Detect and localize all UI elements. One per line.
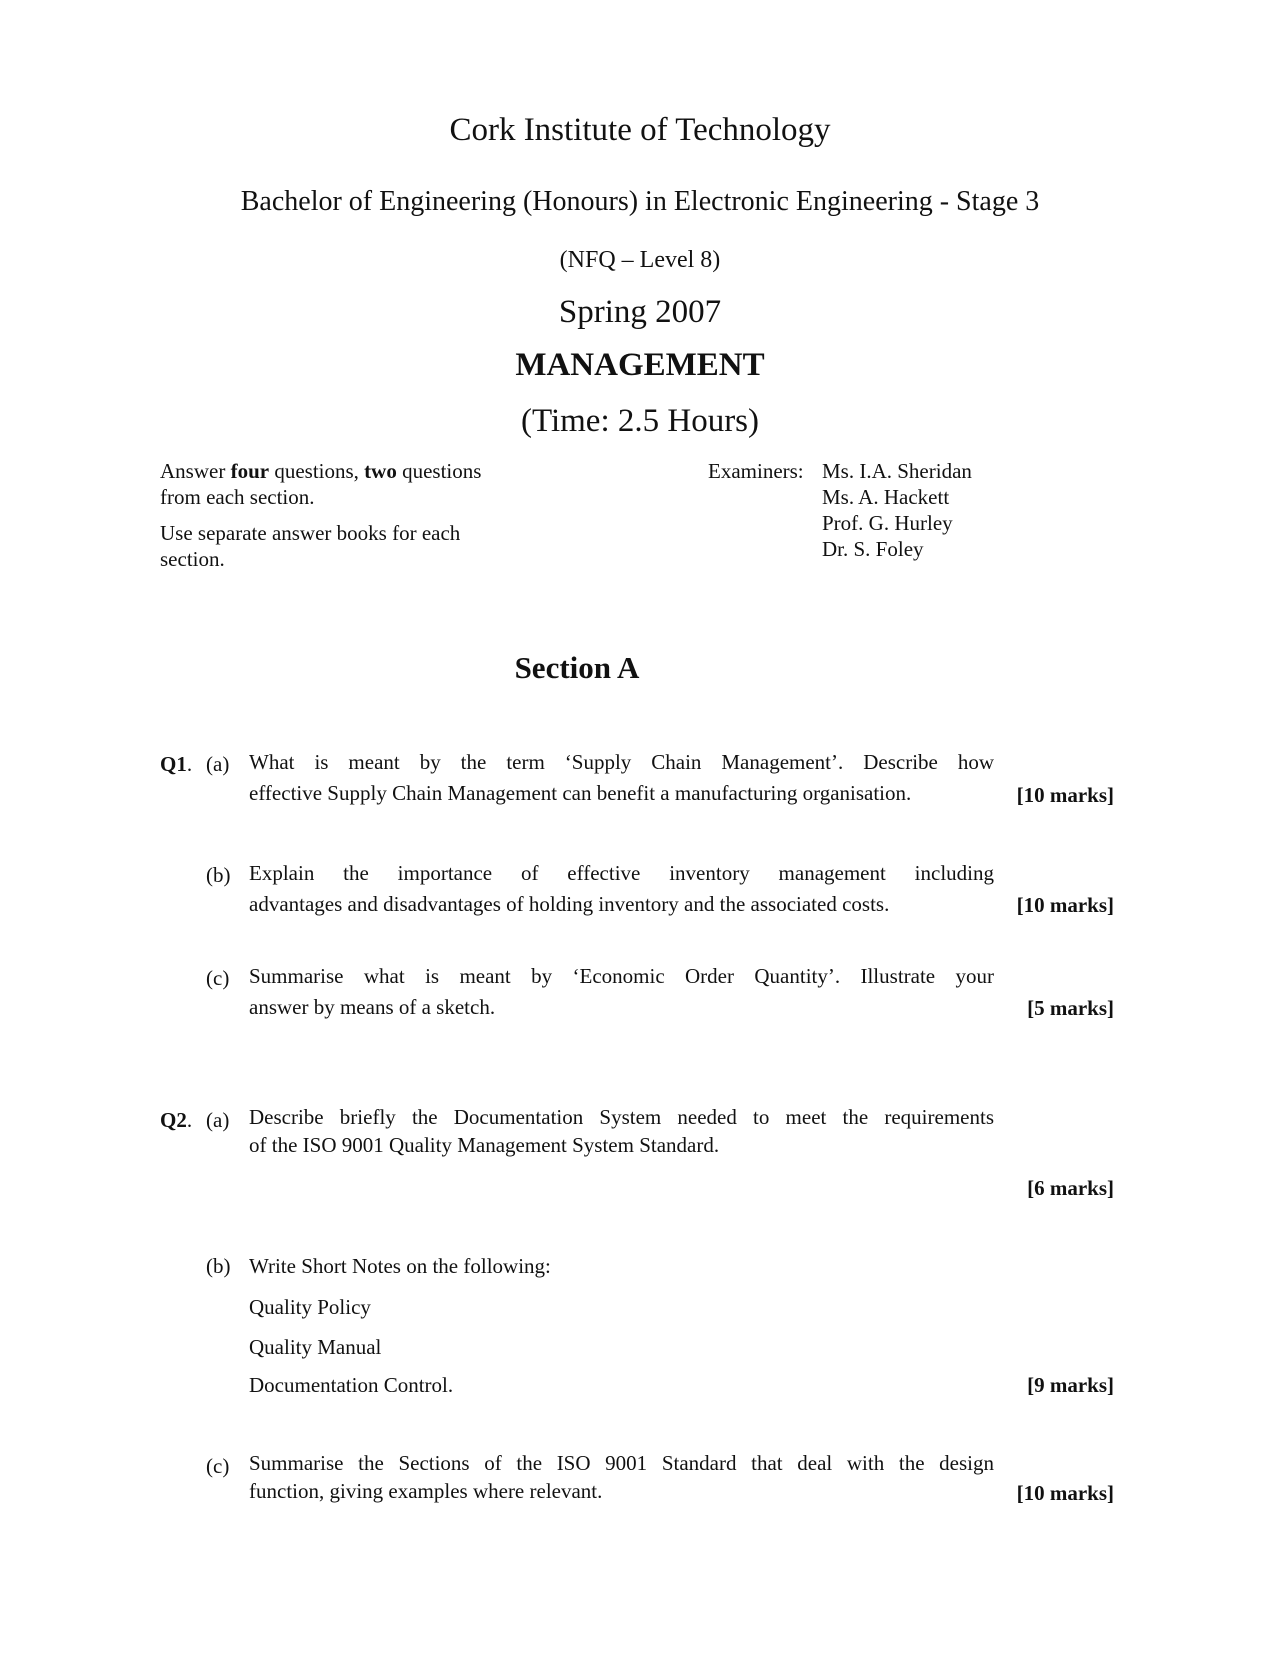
- question-text: Summarise the Sections of the ISO 9001 Standard that deal with the design function, giving examples where relevant.: [249, 1451, 994, 1503]
- question-text: What is meant by the term ‘Supply Chain Management’. Describe how effective Supply Chain Management can benefit a manufacturing organisation.: [249, 750, 994, 805]
- examiner-name: Ms. A. Hackett: [822, 485, 950, 509]
- marks-label: [9 marks]: [1027, 1373, 1114, 1397]
- note-item: Documentation Control.: [249, 1373, 454, 1397]
- question-text: Write Short Notes on the following:: [249, 1254, 551, 1278]
- question-text: Explain the importance of effective inventory management including advantages and disadvantages of holding inventory and the associated costs.: [249, 861, 994, 916]
- instruction-line-2: from each section.: [160, 485, 315, 509]
- examiner-name: Prof. G. Hurley: [822, 511, 953, 535]
- exam-duration: (Time: 2.5 Hours): [520, 403, 760, 439]
- marks-label: [10 marks]: [1016, 1481, 1114, 1505]
- part-label: (a): [206, 1108, 230, 1132]
- programme-title: Bachelor of Engineering (Honours) in Electronic Engineering - Stage 3: [240, 186, 1040, 217]
- note-item: Quality Policy: [249, 1295, 371, 1319]
- marks-label: [6 marks]: [1027, 1176, 1114, 1200]
- question-number: Q2.: [160, 1108, 193, 1132]
- part-label: (b): [206, 863, 231, 887]
- part-label: (c): [206, 966, 230, 990]
- instructions: [160, 458, 560, 572]
- instruction-line-3: Use separate answer books for each: [160, 521, 461, 545]
- part-label: (a): [206, 752, 230, 776]
- examiners-label: Examiners:: [708, 459, 804, 483]
- examiner-name: Dr. S. Foley: [822, 537, 924, 561]
- part-label: (b): [206, 1254, 231, 1278]
- section-title: Section A: [514, 650, 640, 685]
- question-text: Describe briefly the Documentation System needed to meet the requirements of the ISO 9001 Quality Management System Standard.: [249, 1105, 994, 1157]
- marks-label: [10 marks]: [1016, 783, 1114, 807]
- marks-label: [10 marks]: [1016, 893, 1114, 917]
- instruction-line-4: section.: [160, 547, 225, 571]
- instruction-line-1: Answer four questions, two questions: [160, 459, 482, 483]
- subject-title: MANAGEMENT: [515, 347, 765, 383]
- marks-label: [5 marks]: [1027, 996, 1114, 1020]
- examiners-list: [822, 458, 972, 562]
- institution-title: Cork Institute of Technology: [449, 112, 831, 148]
- examiner-name: Ms. I.A. Sheridan: [822, 459, 972, 483]
- part-label: (c): [206, 1454, 230, 1478]
- exam-term: Spring 2007: [558, 294, 722, 330]
- note-item: Quality Manual: [249, 1335, 382, 1359]
- question-text: Summarise what is meant by ‘Economic Order Quantity’. Illustrate your answer by means of a sketch.: [249, 964, 994, 1019]
- question-number: Q1.: [160, 752, 193, 776]
- nfq-level: (NFQ – Level 8): [559, 247, 721, 273]
